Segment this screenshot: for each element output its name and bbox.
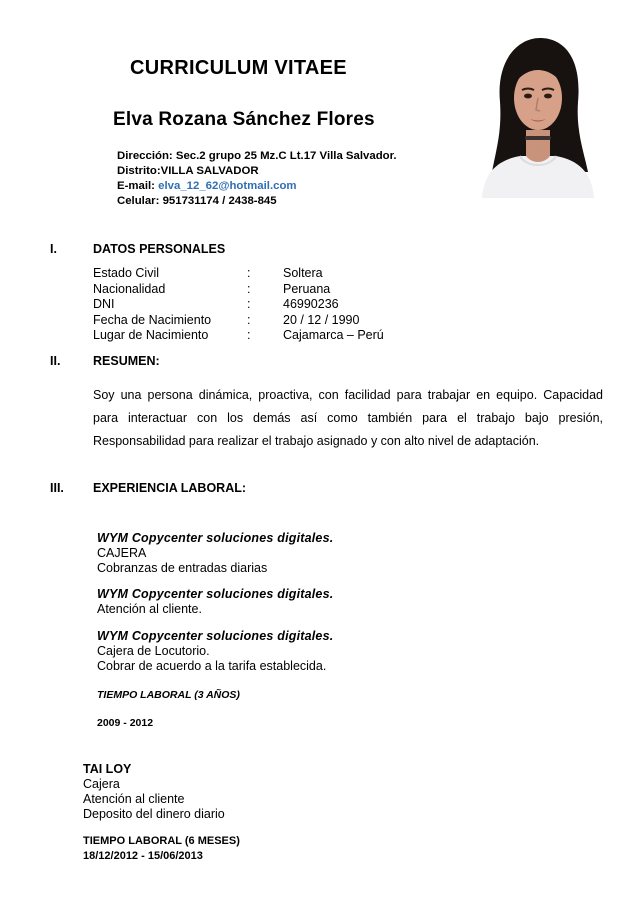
district-value: VILLA SALVADOR (160, 165, 259, 177)
personal-value: 20 / 12 / 1990 (283, 312, 360, 327)
personal-separator: : (247, 312, 251, 327)
work-period: 2009 - 2012 (97, 717, 154, 729)
section-title-experience: EXPERIENCIA LABORAL: (93, 481, 247, 495)
job-company: WYM Copycenter soluciones digitales. (97, 587, 334, 601)
personal-label: Nacionalidad (93, 281, 166, 296)
email-label: E-mail: (117, 180, 159, 192)
cv-title: CURRICULUM VITAEE (130, 57, 347, 79)
personal-label: Fecha de Nacimiento (93, 312, 212, 327)
profile-photo (478, 32, 598, 198)
tailoy-detail: Atención al cliente (83, 792, 185, 806)
portrait-illustration (478, 32, 598, 198)
personal-separator: : (247, 328, 251, 343)
phone-label: Celular: (117, 195, 163, 207)
personal-separator: : (247, 297, 251, 312)
section-number-experience: III. (50, 481, 64, 495)
phone-line (117, 194, 397, 209)
tailoy-company: TAI LOY (83, 762, 132, 776)
job-detail: Cajera de Locutorio. (97, 644, 210, 658)
tailoy-detail: Cajera (83, 777, 120, 791)
section-title-summary: RESUMEN: (93, 354, 160, 368)
personal-label: Lugar de Nacimiento (93, 328, 209, 343)
section-number-personal: I. (50, 242, 57, 256)
job-detail: CAJERA (97, 546, 147, 560)
phone-value: 951731174 / 2438-845 (162, 195, 277, 207)
personal-value: Soltera (283, 266, 323, 280)
job-company: WYM Copycenter soluciones digitales. (97, 629, 334, 643)
job-detail: Atención al cliente. (97, 602, 202, 616)
address-value: Sec.2 grupo 25 Mz.C Lt.17 Villa Salvador. (172, 150, 397, 162)
candidate-name: Elva Rozana Sánchez Flores (113, 109, 375, 130)
email-link[interactable]: elva_12_62@hotmail.com (158, 180, 297, 192)
job-detail: Cobrar de acuerdo a la tarifa establecida. (97, 659, 327, 673)
section-number-summary: II. (50, 354, 61, 368)
email-line (117, 179, 397, 194)
personal-label: DNI (93, 297, 115, 312)
personal-label: Estado Civil (93, 266, 159, 280)
tailoy-detail: Deposito del dinero diario (83, 807, 225, 821)
district-line (117, 164, 397, 179)
address-label: Dirección: (117, 150, 173, 162)
job-company: WYM Copycenter soluciones digitales. (97, 531, 334, 545)
section-title-personal: DATOS PERSONALES (93, 242, 226, 256)
summary-paragraph: Soy una persona dinámica, proactiva, con facilidad para trabajar en equipo. Capacidad para interactuar con los demás así como también para el trabajo bajo presión, Responsabilidad para realizar el trabajo asignado y con alto nivel de adaptación. (93, 388, 603, 448)
personal-value: 46990236 (283, 297, 339, 312)
address-line (117, 149, 397, 164)
personal-value: Peruana (283, 281, 331, 296)
contact-block (117, 149, 397, 209)
work-duration: TIEMPO LABORAL (3 AÑOS) (97, 689, 240, 701)
personal-separator: : (247, 281, 251, 296)
job-detail: Cobranzas de entradas diarias (97, 561, 268, 575)
personal-separator: : (247, 266, 251, 280)
district-label: Distrito: (117, 165, 161, 177)
tailoy-duration: TIEMPO LABORAL (6 MESES) (83, 835, 240, 847)
personal-value: Cajamarca – Perú (283, 328, 384, 343)
tailoy-period: 18/12/2012 - 15/06/2013 (83, 850, 203, 862)
